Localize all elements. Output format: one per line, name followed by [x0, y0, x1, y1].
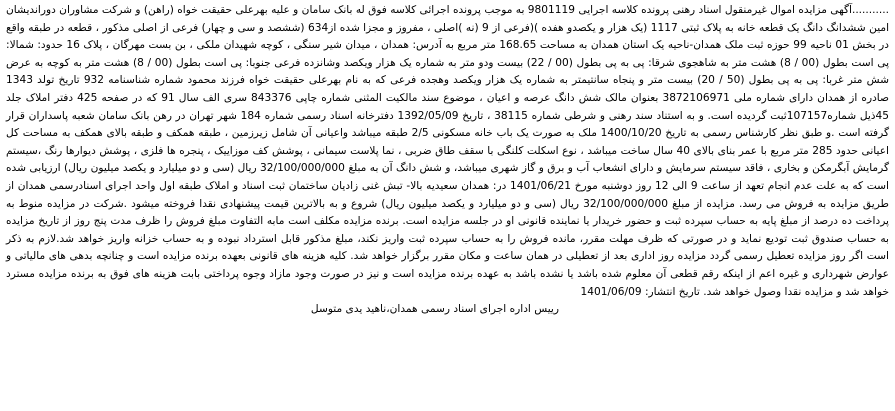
signature-line: رییس اداره اجرای اسناد رسمی همدان،ناهید یدی متوسل — [310, 303, 559, 316]
auction-notice — [6, 2, 889, 301]
notice-body: ...........آگهی مزایده اموال غیرمنقول اسناد رهنی پرونده کلاسه اجرایی 9801119 به موجب پرونده اجرائی کلاسه فوق له بانک سامان و علیه بهرعلی حقیقت خواه (راهن) و شرکت مشاوران دوراندیشان امین ششدانگ دانگ یک قطعه خانه به پلاک ثبتی 1117 (یک هزار و یکصدو هفده )(فرعی از 9 (نه )اصلی ، مفروز و مجزا شده از634 (ششصد و سی و چهار) فرعی از اصلی مذکور ، قطعه در طبقه واقع در بخش 01 ناحیه 99 حوزه ثبت ملک همدان-ناحیه یک استان همدان به مساحت 168.65 متر مربع به آدرس: همدان ، میدان شیر سنگی ، کوچه شهیدان ملکی ، بن بست مهرگان ، پلاک 16 حدود: شمالا: پی است بطول (00 / 8) هشت متر به شاهجوی شرقا: پی به پی بطول (00 / 22) بیست ودو متر به شماره یک هزار ویکصد وشانزده فرعی جنوبا: پی است بطول (00 / 8) هشت متر به کوچه به عرض شش متر غربا: پی به پی بطول (50 / 20) بیست متر و پنجاه سانتیمتر به شماره یک هزار ویکصد وهجده فرعی که به نام بهرعلی حقیقت خواه فرزند محمود شماره شناسنامه 932 تاریخ تولد 1343 صادره از همدان دارای شماره ملی 3872106971 بعنوان مالک شش دانگ عرصه و اعیان ، موضوع سند مالکیت المثنی شماره چاپی 843376 سری الف سال 91 که در صفحه 425 دفتر املاک جلد 45ذیل شماره107157ثبت گردیده است. و به استناد سند رهنی و شرطی شماره 38115 ، تاریخ 1392/05/09 دفترخانه اسناد رسمی شماره 184 شهر تهران در رهن بانک سامان شعبه پاسداران قرار گرفته است .و طبق نظر کارشناس رسمی به تاریخ 1400/10/20 ملک به صورت یک باب خانه مسکونی 2/5 طبقه میباشد واعیانی آن شامل زیرزمین ، طبقه همکف و طبقه بالای همکف به مساحت کل اعیانی حدود 285 متر مربع با عمر بنای بالای 40 سال ساخت میباشد ، نوع اسکلت کلنگی با سقف طاق ضربی ، نما پلاست سیمانی ، پوشش کف موزاییک ، پنجره ها فلزی ، پوشش دیوارها رنگ ،سیستم گرمایش آبگرمکن و بخاری ، فاقد سیستم سرمایش و دارای انشعاب آب و برق و گاز شهری میباشد، و شش دانگ آن به مبلغ 32/100/000/000 ریال (سی و دو میلیارد و یکصد میلیون ریال) ارزیابی شده است که به علت عدم انجام تعهد از ساعت 9 الی 12 روز دوشنبه مورخ 1401/06/21 در: همدان سعیدیه بالا- تبش غنی زادیان ساختمان ثبت اسناد و املاک طبقه اول واحد اجرای اسنادرسمی همدان از طریق مزایده به فروش می رسد. مزایده از مبلغ 32/100/000/000 ریال (سی و دو میلیارد و یکصد میلیون ریال) شروع و به بالاترین قیمت پیشنهادی نقدا فروخته میشود .شرکت در مزایده منوط به پرداخت ده درصد از مبلغ پایه به حساب سپرده ثبت و حضور خریدار یا نماینده قانونی او در جلسه مزایده است. برنده مزایده مکلف است مابه التفاوت مبلغ فروش را ظرف مدت پنج روز از تاریخ مزایده به حساب صندوق ثبت تودیع نماید و در صورتی که ظرف مهلت مقرر، مانده فروش را به حساب سپرده ثبت واریز نکند، مبلغ مذکور قابل استرداد نبوده و به حساب خزانه واریز خواهد شد.لازم به ذکر است اگر روز مزایده تعطیل رسمی گردد مزایده روز اداری بعد از تعطیلی در همان ساعت و مکان مقرر برگزار خواهد شد. کلیه هزینه های قانونی بعهده برنده مزایده است و چنانچه بدهی های مالیاتی و عوارض شهرداری و غیره اعم از اینکه رقم قطعی آن معلوم شده باشد یا نشده باشد به عهده برنده مزایده است و نیز در صورت وجود مازاد وجوه پرداختی بابت هزینه های فوق به برنده مزایده مسترد خواهد شد و مزایده نقدا وصول خواهد شد. تاریخ انتشار: 1401/06/09 — [6, 4, 890, 298]
